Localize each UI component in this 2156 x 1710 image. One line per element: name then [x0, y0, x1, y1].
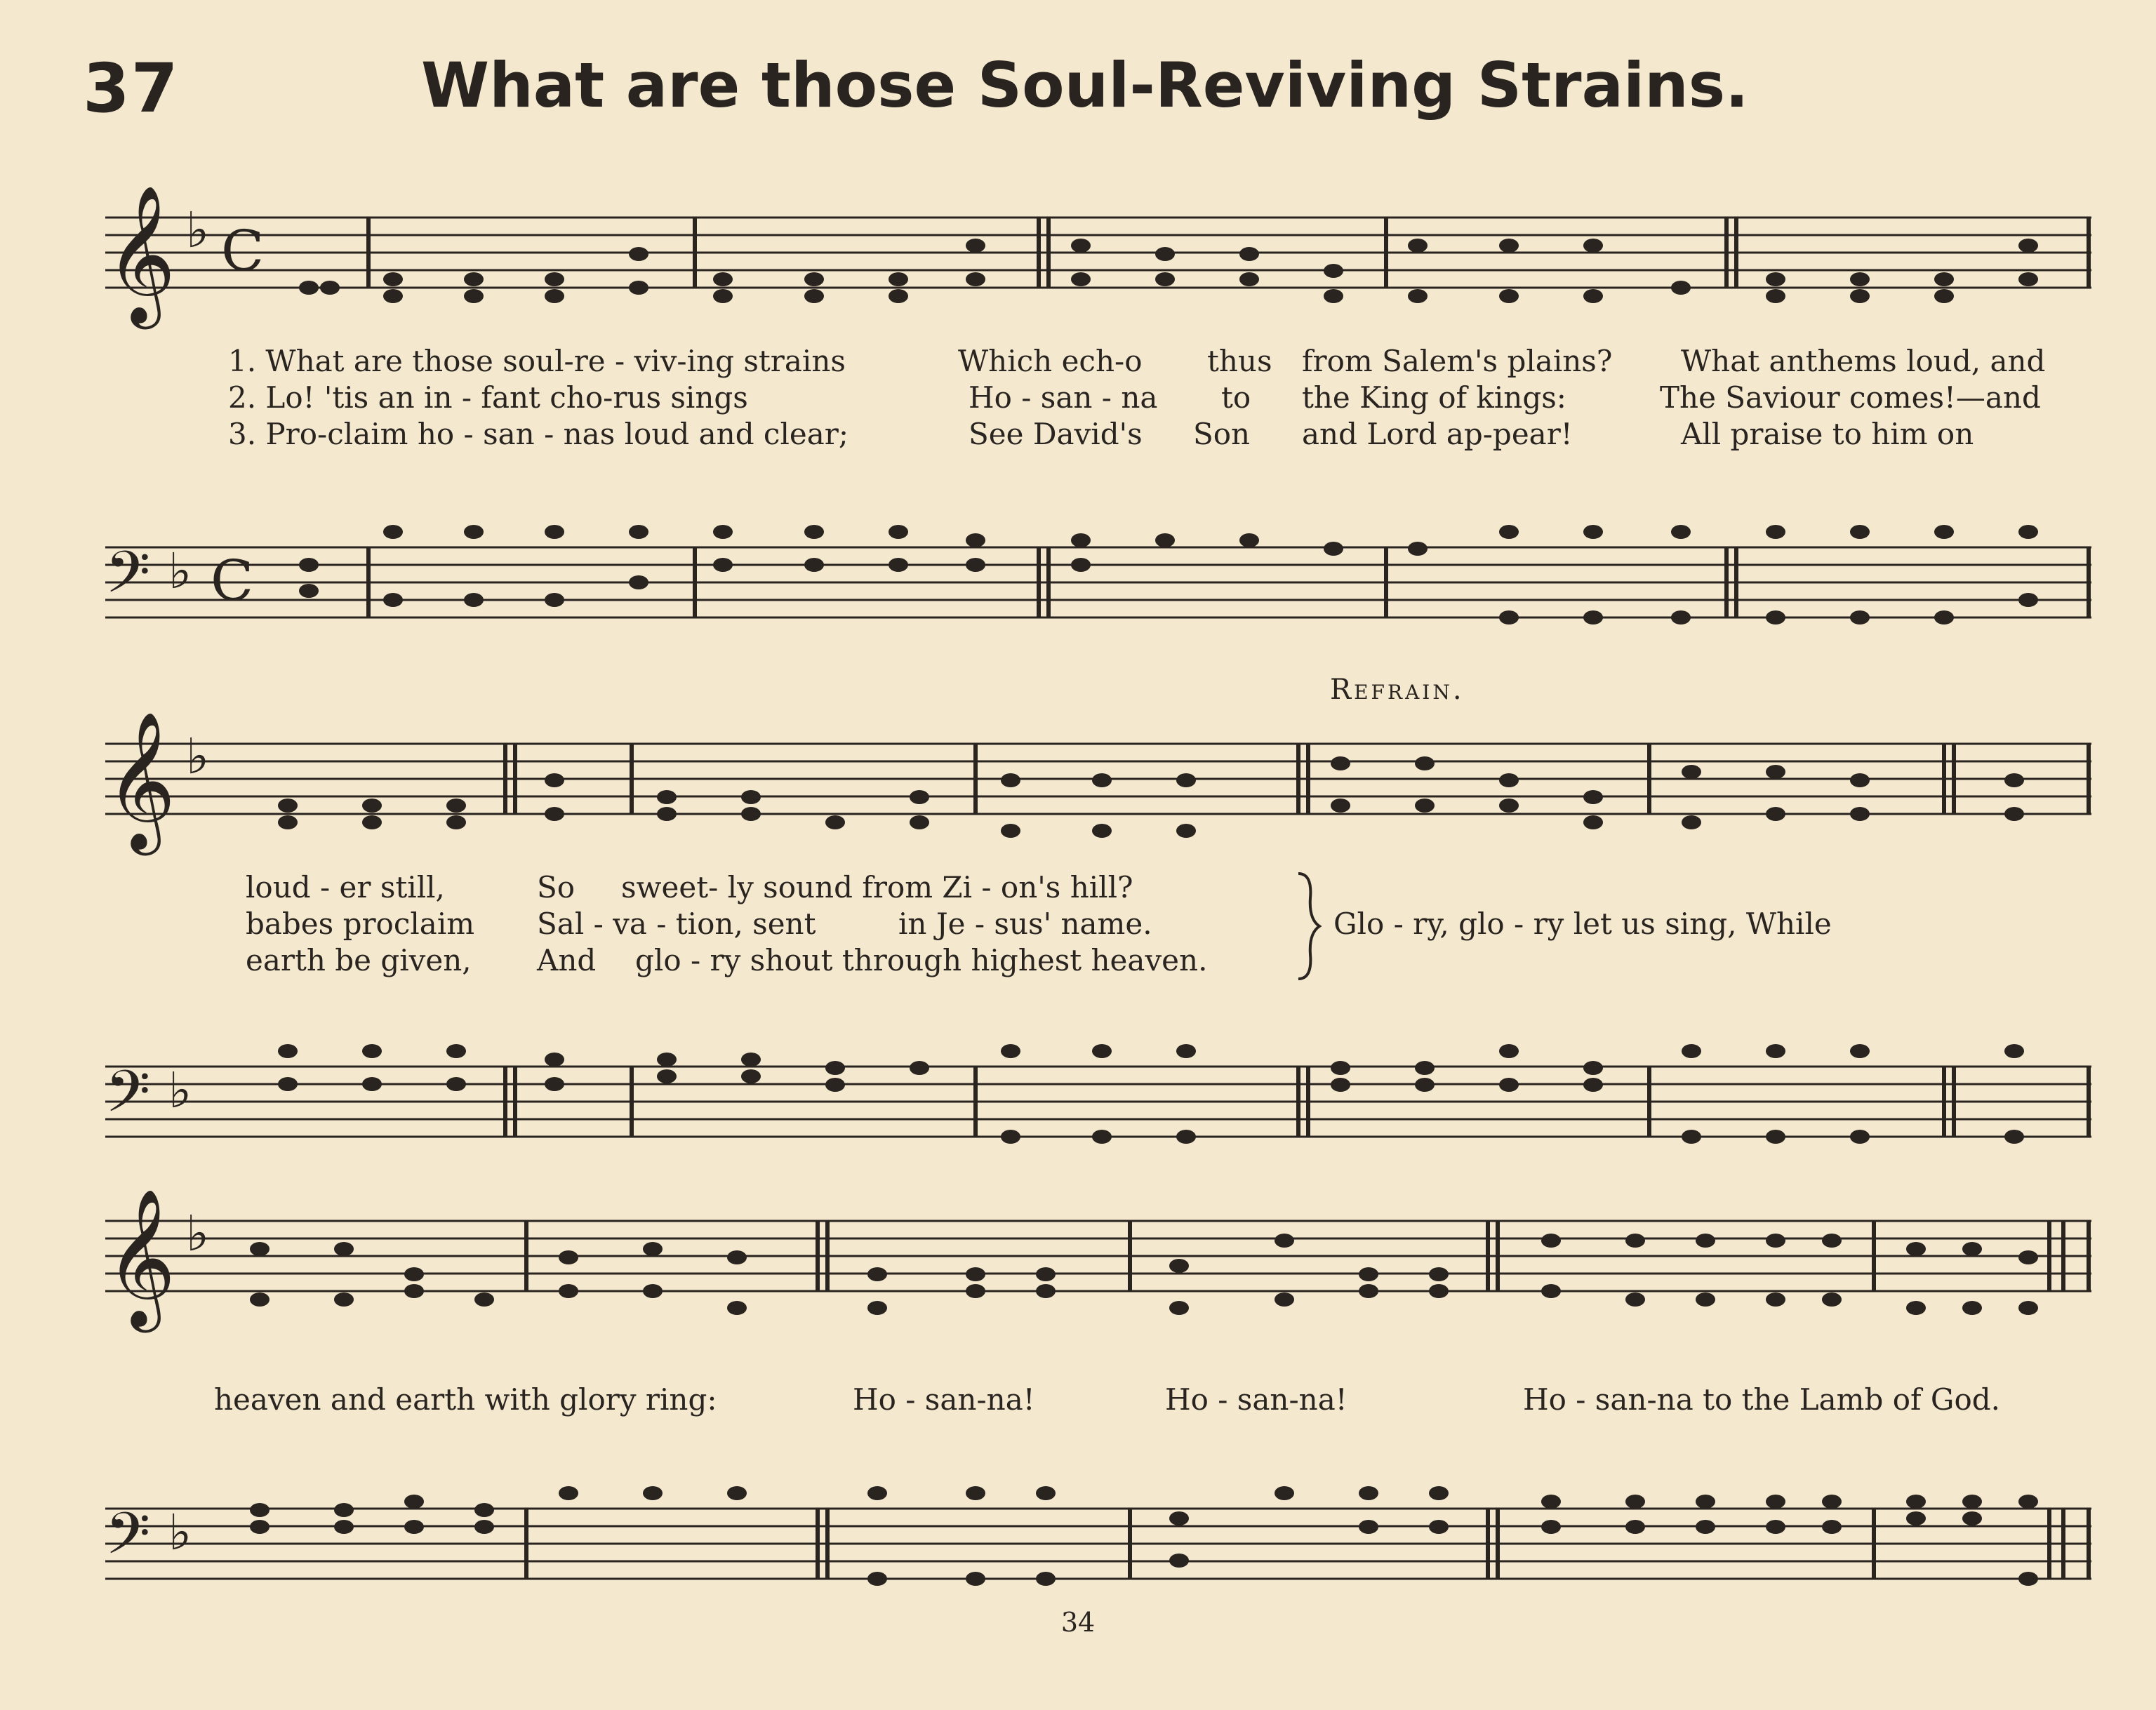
treble-staff-2	[91, 702, 2091, 856]
lyric-segment: Sal - va - tion, sent	[537, 907, 816, 941]
lyric-segment: the King of kings:	[1302, 380, 1566, 415]
staff-lines	[105, 1509, 2091, 1579]
staff-lines	[105, 1221, 2091, 1291]
lyric-segment: glo - ry shout through highest heaven.	[635, 943, 1208, 977]
notes	[278, 1044, 2024, 1144]
bass-staff-2	[91, 989, 2091, 1158]
bass-clef-icon: 𝄢	[105, 1057, 151, 1140]
treble-clef-icon: 𝄞	[105, 711, 176, 850]
lyric-segment: sweet- ly sound from Zi - on's hill?	[621, 870, 1133, 904]
lyric-segment: 1. What are those soul-re - viv-ing strains	[228, 344, 846, 378]
lyric-segment: The Saviour comes!—and	[1660, 380, 2041, 415]
lyric-segment: See David's	[969, 417, 1143, 451]
lyric-segment: 3. Pro-claim ho - san - nas loud and clear;	[228, 417, 849, 451]
lyric-segment: Which ech-o	[958, 344, 1143, 378]
music-system-3	[91, 1179, 2091, 1600]
bass-staff-3	[91, 1431, 2091, 1600]
lyric-segment: So	[537, 870, 575, 904]
lyric-segment: What anthems loud, and	[1681, 344, 2046, 378]
staff-lines	[105, 1067, 2091, 1137]
lyric-segment: loud - er still,	[246, 870, 445, 904]
lyric-segment: Ho - san-na!	[853, 1382, 1035, 1417]
lyric-segment: to	[1221, 380, 1251, 415]
lyric-segment: in Je - sus' name.	[898, 907, 1152, 941]
lyric-segment: Glo - ry, glo - ry let us sing, While	[1333, 907, 1832, 941]
verse-lyrics-1	[91, 344, 2091, 456]
lyric-line	[91, 943, 2091, 978]
lyric-line	[91, 344, 2091, 379]
lyric-line	[91, 907, 2091, 942]
staff-lines	[105, 547, 2091, 617]
lyric-line	[91, 417, 2091, 452]
lyric-segment: All praise to him on	[1681, 417, 1974, 451]
lyric-line	[91, 870, 2091, 905]
common-time-icon: C	[211, 548, 254, 613]
treble-clef-icon: 𝄞	[105, 1188, 176, 1327]
bass-clef-icon: 𝄢	[105, 1499, 151, 1582]
refrain-lyrics	[91, 870, 2091, 982]
lyric-segment: earth be given,	[246, 943, 472, 977]
lyric-segment: And	[537, 943, 597, 977]
closing-lyrics	[91, 1382, 2091, 1424]
lyric-line	[91, 380, 2091, 415]
notes	[299, 525, 2038, 624]
verse-brace-icon	[1295, 870, 1323, 982]
lyric-segment: Ho - san - na	[969, 380, 1158, 415]
lyric-segment: 2. Lo! 'tis an in - fant cho-rus sings	[228, 380, 748, 415]
bass-clef-icon: 𝄢	[105, 538, 151, 620]
lyric-segment: Son	[1193, 417, 1251, 451]
page-number: 34	[1060, 1607, 1096, 1638]
hymn-number: 37	[83, 49, 180, 128]
lyric-segment: babes proclaim	[246, 907, 475, 941]
lyric-segment: Ho - san-na to the Lamb of God.	[1523, 1382, 2000, 1417]
flat-sign-icon: ♭	[186, 1205, 210, 1262]
treble-staff-1	[91, 175, 2091, 330]
music-system-1	[91, 175, 2091, 653]
lyric-line	[91, 1382, 2091, 1417]
treble-staff-3	[91, 1179, 2091, 1333]
treble-clef-icon: 𝄞	[105, 185, 176, 323]
music-system-2	[91, 667, 2091, 1158]
flat-sign-icon: ♭	[168, 1062, 192, 1119]
flat-sign-icon: ♭	[168, 542, 192, 600]
staff-lines	[105, 218, 2091, 288]
lyric-segment: heaven and earth with glory ring:	[214, 1382, 717, 1417]
bass-staff-1	[91, 470, 2091, 639]
hymn-title: What are those Soul-Reviving Strains.	[421, 49, 1749, 121]
lyric-segment: thus	[1207, 344, 1272, 378]
flat-sign-icon: ♭	[186, 201, 210, 259]
lyric-segment: and Lord ap-pear!	[1302, 417, 1573, 451]
refrain-label: Refrain.	[1330, 674, 1465, 706]
flat-sign-icon: ♭	[186, 728, 210, 785]
notes	[250, 1486, 2038, 1586]
lyric-segment: from Salem's plains?	[1302, 344, 1613, 378]
flat-sign-icon: ♭	[168, 1504, 192, 1561]
common-time-icon: C	[221, 218, 265, 283]
lyric-segment: Ho - san-na!	[1165, 1382, 1348, 1417]
